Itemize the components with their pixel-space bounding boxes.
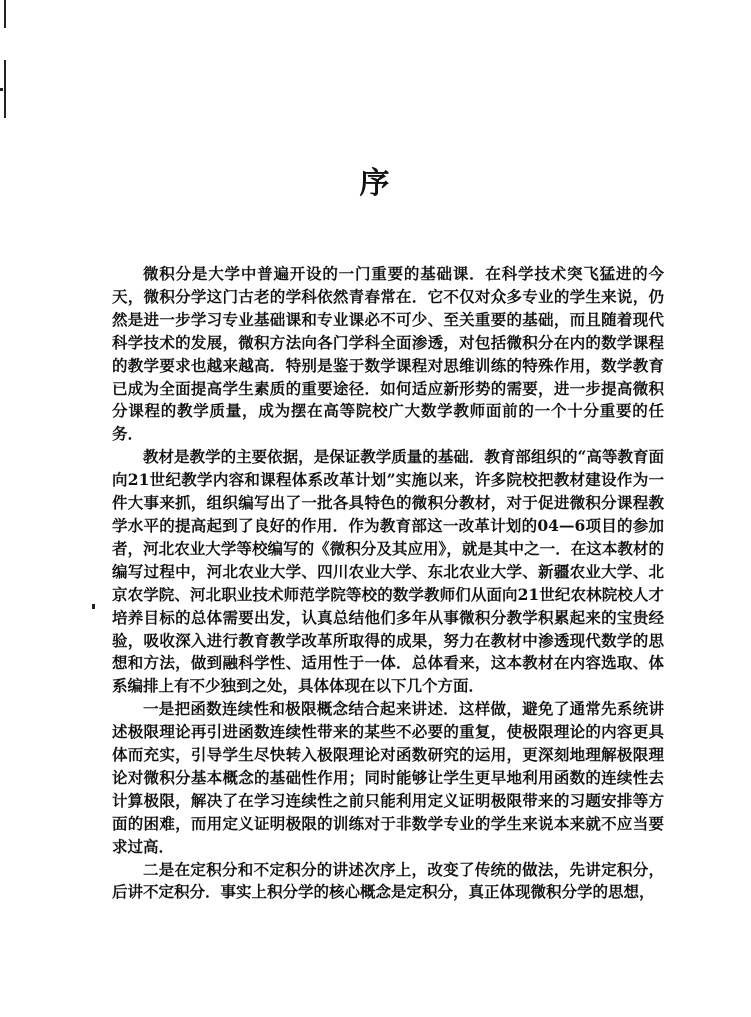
scan-speck — [0, 88, 3, 91]
scan-margin-line — [4, 60, 6, 118]
paragraph-2: 教材是教学的主要依据，是保证教学质量的基础．教育部组织的“高等教育面向21世纪教学内容和课程体系改革计划”实施以来，许多院校把教材建设作为一件大事来抓，组织编写出了一批各具特色的微积分教材，对于促进微积分课程教学水平的提高起到了良好的作用．作为教育部这一改革计划的04—6项目的参加者，河北农业大学等校编写的《微积分及其应用》，就是其中之一．在这本教材的编写过程中，河北农业大学、四川农业大学、东北农业大学、新疆农业大学、北京农学院、河北职业技术师范学院等校的数学教师们从面向21世纪农林院校人才培养目标的总体需要出发，认真总结他们多年从事微积分教学积累起来的宝贵经验，吸收深入进行教育教学改革所取得的成果，努力在教材中渗透现代数学的思想和方法，做到融科学性、适用性于一体．总体看来，这本教材在内容选取、体系编排上有不少独到之处，具体体现在以下几个方面． — [112, 447, 664, 696]
page-title: 序 — [359, 166, 392, 201]
body-text — [112, 263, 664, 904]
scan-speck — [92, 604, 95, 609]
paragraph-3: 一是把函数连续性和极限概念结合起来讲述．这样做，避免了通常先系统讲述极限理论再引进函数连续性带来的某些不必要的重复，使极限理论的内容更具体而充实，引导学生尽快转入极限理论对函数研究的运用，更深刻地理解极限理论对微积分基本概念的基础性作用；同时能够让学生更早地利用函数的连续性去计算极限，解决了在学习连续性之前只能利用定义证明极限带来的习题安排等方面的困难，而用定义证明极限的训练对于非数学专业的学生来说本来就不应当要求过高． — [112, 699, 664, 856]
paragraph-1: 微积分是大学中普遍开设的一门重要的基础课．在科学技术突飞猛进的今天，微积分学这门古老的学科依然青春常在．它不仅对众多专业的学生来说，仍然是进一步学习专业基础课和专业课必不可少、至关重要的基础，而且随着现代科学技术的发展，微积方法向各门学科全面渗透，对包括微积分在内的数学课程的教学要求也越来越高．特别是鉴于数学课程对思维训练的特殊作用，数学教育已成为全面提高学生素质的重要途径．如何适应新形势的需要，进一步提高微积分课程的教学质量，成为摆在高等院校广大数学教师面前的一个十分重要的任务． — [112, 264, 664, 444]
paragraph-4: 二是在定积分和不定积分的讲述次序上，改变了传统的做法，先讲定积分，后讲不定积分．事实上积分学的核心概念是定积分，真正体现微积分学的思想， — [112, 859, 664, 902]
scan-margin-line — [4, 0, 6, 28]
